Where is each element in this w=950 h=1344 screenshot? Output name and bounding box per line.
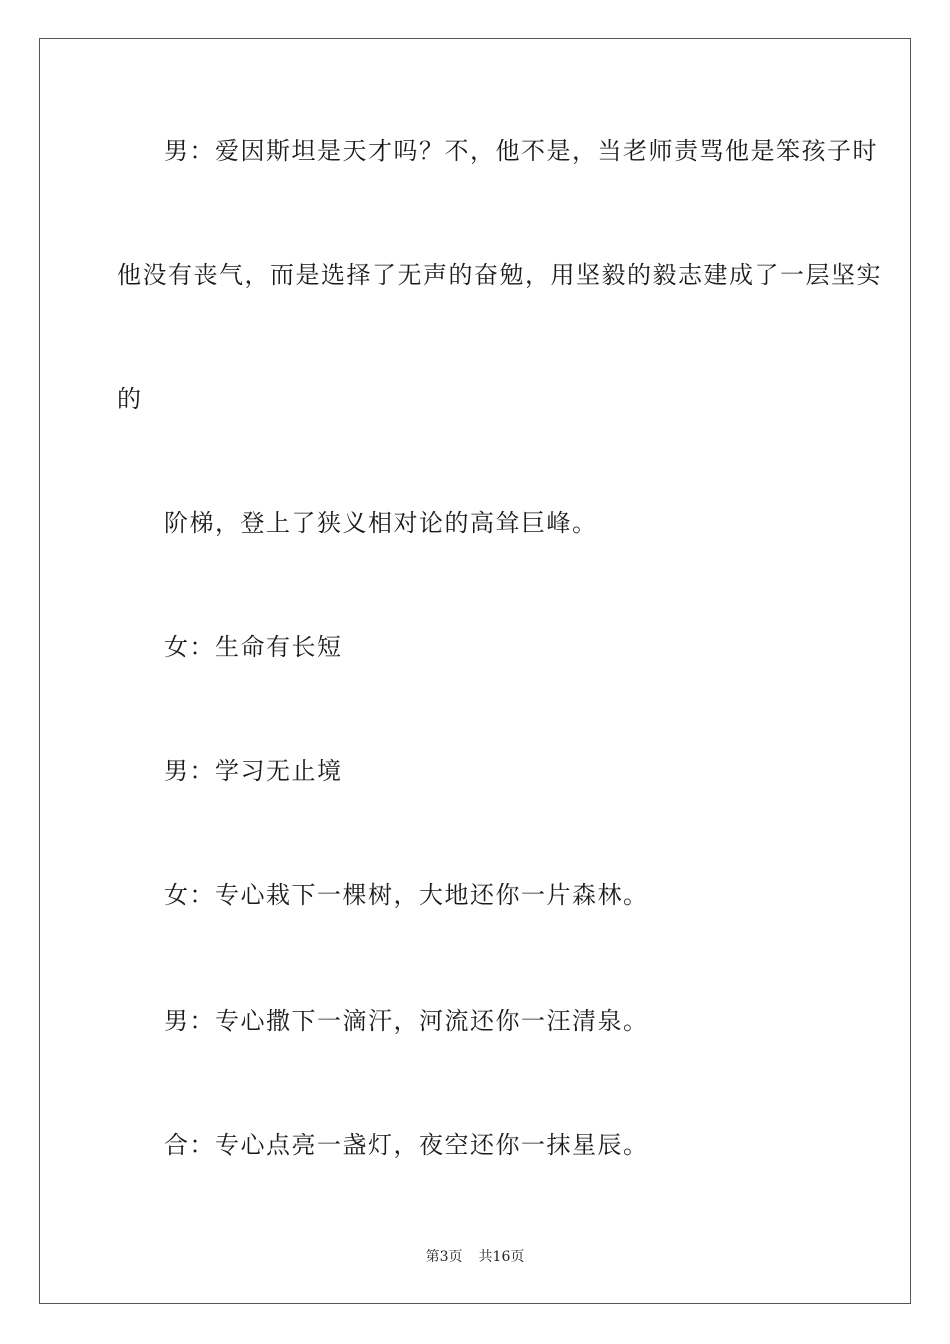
text-line: 男：爱因斯坦是天才吗？不，他不是，当老师责骂他是笨孩子时 [164, 137, 878, 165]
page-number: 第3页 [425, 1249, 463, 1265]
text-line: 合：专心点亮一盏灯，夜空还你一抹星辰。 [164, 1131, 649, 1159]
text-line: 的 [117, 385, 143, 413]
text-line: 女：生命有长短 [164, 633, 343, 661]
text-line: 男：专心撒下一滴汗，河流还你一汪清泉。 [164, 1007, 649, 1035]
text-line: 阶梯，登上了狭义相对论的高耸巨峰。 [164, 509, 598, 537]
text-line: 女：专心栽下一棵树，大地还你一片森林。 [164, 881, 649, 909]
page-footer [0, 1248, 950, 1266]
page-border [39, 38, 911, 1304]
text-line: 他没有丧气，而是选择了无声的奋勉，用坚毅的毅志建成了一层坚实 [117, 261, 882, 289]
text-line: 男：学习无止境 [164, 757, 343, 785]
page-total: 共16页 [478, 1249, 525, 1265]
